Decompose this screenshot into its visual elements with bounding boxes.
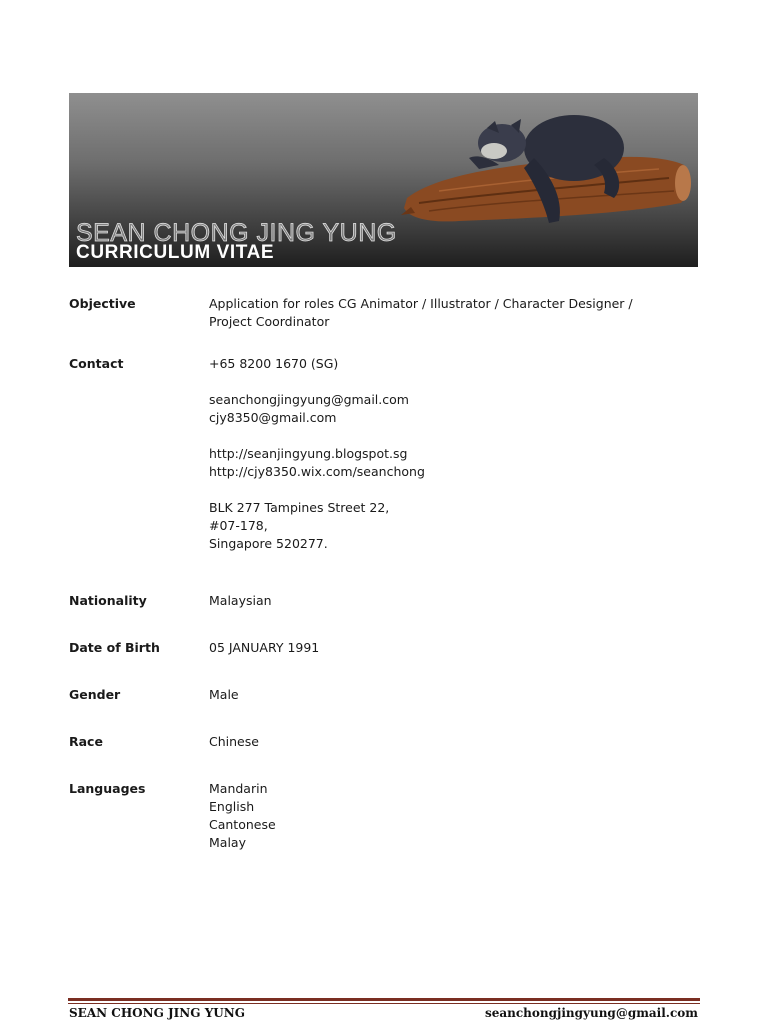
contact-address-line: #07-178, [209, 518, 268, 533]
cv-banner [69, 93, 698, 267]
nationality-value: Malaysian [209, 593, 272, 608]
contact-email-primary[interactable]: seanchongjingyung@gmail.com [209, 392, 409, 407]
contact-value [209, 355, 689, 553]
banner-subtitle: CURRICULUM VITAE [76, 242, 275, 263]
contact-phone: +65 8200 1670 (SG) [209, 356, 339, 371]
objective-line: Project Coordinator [209, 314, 330, 329]
contact-address-line: BLK 277 Tampines Street 22, [209, 500, 390, 515]
objective-line: Application for roles CG Animator / Illustrator / Character Designer / [209, 296, 633, 311]
footer-rule-thin [68, 1003, 700, 1004]
contact-email-secondary[interactable]: cjy8350@gmail.com [209, 410, 337, 425]
dob-label: Date of Birth [69, 640, 160, 655]
objective-value [209, 295, 689, 331]
contact-address-line: Singapore 520277. [209, 536, 328, 551]
bear-on-log-illustration [399, 103, 698, 253]
contact-label: Contact [69, 356, 124, 371]
contact-portfolio-link[interactable]: http://cjy8350.wix.com/seanchong [209, 464, 425, 479]
footer-name: SEAN CHONG JING YUNG [69, 1006, 245, 1020]
languages-label: Languages [69, 781, 146, 796]
footer-rule-thick [68, 998, 700, 1001]
nationality-label: Nationality [69, 593, 147, 608]
race-value: Chinese [209, 734, 259, 749]
contact-blog-link[interactable]: http://seanjingyung.blogspot.sg [209, 446, 408, 461]
language-item: Mandarin [209, 781, 268, 796]
footer-email[interactable]: seanchongjingyung@gmail.com [484, 1006, 698, 1020]
race-label: Race [69, 734, 103, 749]
gender-label: Gender [69, 687, 121, 702]
objective-label: Objective [69, 296, 136, 311]
gender-value: Male [209, 687, 239, 702]
language-item: English [209, 799, 255, 814]
language-item: Malay [209, 835, 246, 850]
language-item: Cantonese [209, 817, 276, 832]
banner-name: SEAN CHONG JING YUNG [76, 219, 397, 247]
languages-value [209, 780, 689, 852]
dob-value: 05 JANUARY 1991 [209, 640, 320, 655]
